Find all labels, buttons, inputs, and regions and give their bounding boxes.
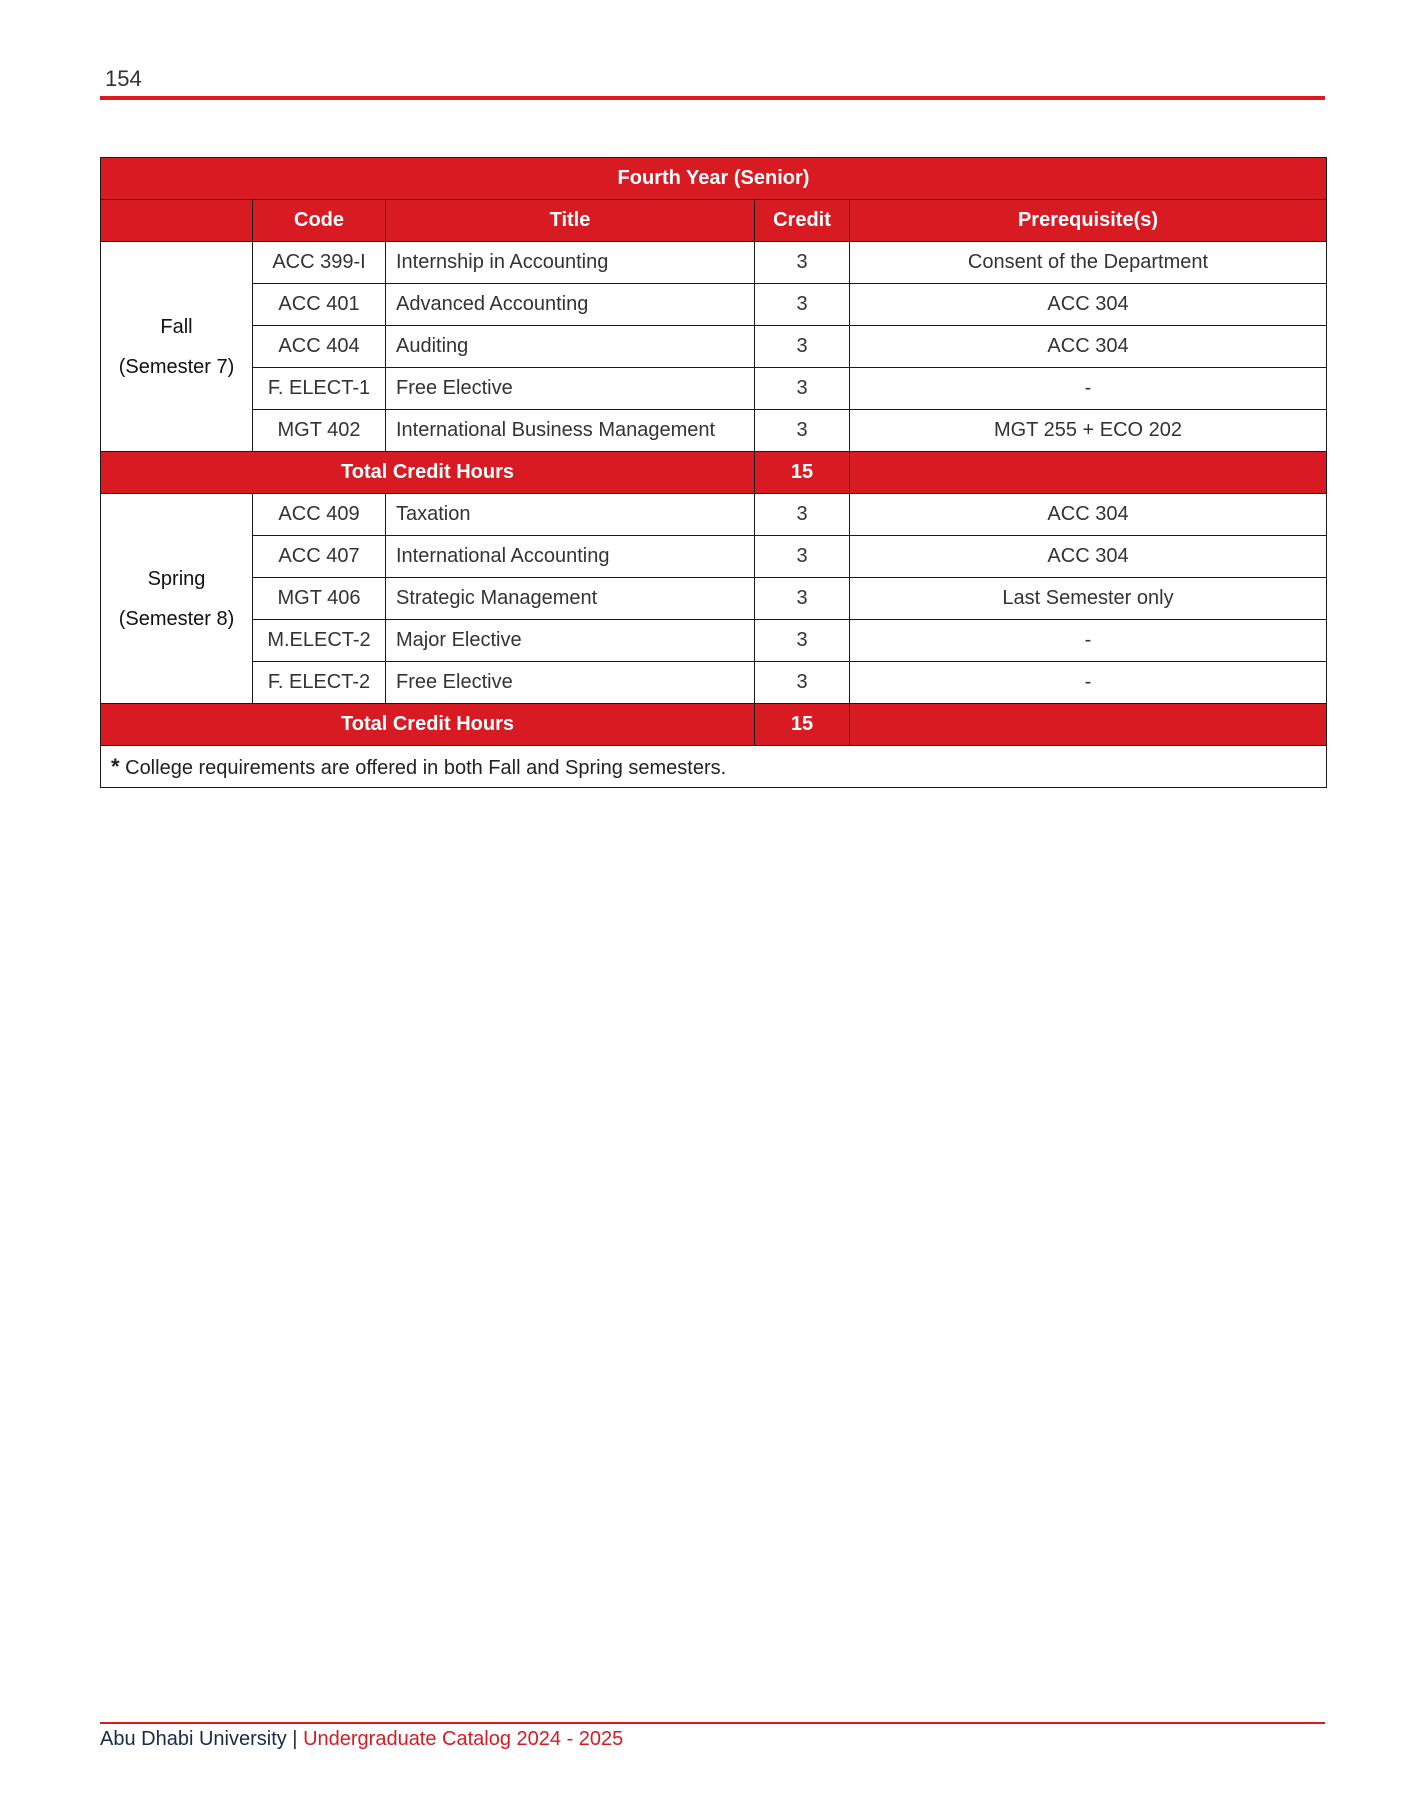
course-prereq: - bbox=[850, 620, 1327, 662]
curriculum-table bbox=[100, 157, 1327, 788]
course-code: F. ELECT-1 bbox=[253, 368, 386, 410]
course-title: Free Elective bbox=[386, 662, 755, 704]
table-row bbox=[101, 662, 1327, 704]
course-credit: 3 bbox=[755, 662, 850, 704]
spring-total-blank bbox=[850, 704, 1327, 746]
header-prereq: Prerequisite(s) bbox=[850, 200, 1327, 242]
course-credit: 3 bbox=[755, 326, 850, 368]
footer-separator: | bbox=[286, 1728, 304, 1750]
semester-fall bbox=[101, 242, 253, 452]
course-code: ACC 401 bbox=[253, 284, 386, 326]
note-marker: * bbox=[111, 753, 120, 779]
table-row bbox=[101, 578, 1327, 620]
table-header-row bbox=[101, 200, 1327, 242]
header-credit: Credit bbox=[755, 200, 850, 242]
course-code: ACC 399-I bbox=[253, 242, 386, 284]
course-credit: 3 bbox=[755, 284, 850, 326]
course-credit: 3 bbox=[755, 410, 850, 452]
course-prereq: Last Semester only bbox=[850, 578, 1327, 620]
table-row bbox=[101, 368, 1327, 410]
course-code: ACC 404 bbox=[253, 326, 386, 368]
course-prereq: - bbox=[850, 662, 1327, 704]
course-title: Taxation bbox=[386, 494, 755, 536]
course-code: ACC 407 bbox=[253, 536, 386, 578]
semester-spring-name: Spring bbox=[147, 567, 206, 590]
header-rule bbox=[100, 96, 1325, 100]
course-title: Strategic Management bbox=[386, 578, 755, 620]
course-title: International Business Management bbox=[386, 410, 755, 452]
course-prereq: ACC 304 bbox=[850, 326, 1327, 368]
course-prereq: ACC 304 bbox=[850, 284, 1327, 326]
table-title-row bbox=[101, 158, 1327, 200]
table-row bbox=[101, 620, 1327, 662]
footer-catalog: Undergraduate Catalog 2024 - 2025 bbox=[303, 1728, 624, 1750]
course-code: M.ELECT-2 bbox=[253, 620, 386, 662]
note-row bbox=[101, 746, 1327, 788]
course-code: F. ELECT-2 bbox=[253, 662, 386, 704]
course-title: Major Elective bbox=[386, 620, 755, 662]
course-title: Internship in Accounting bbox=[386, 242, 755, 284]
course-credit: 3 bbox=[755, 494, 850, 536]
footer bbox=[100, 1728, 623, 1751]
course-prereq: ACC 304 bbox=[850, 536, 1327, 578]
course-title: Advanced Accounting bbox=[386, 284, 755, 326]
course-title: Auditing bbox=[386, 326, 755, 368]
semester-spring-number: (Semester 8) bbox=[118, 607, 235, 630]
fall-total-blank bbox=[850, 452, 1327, 494]
course-code: MGT 406 bbox=[253, 578, 386, 620]
course-title: Free Elective bbox=[386, 368, 755, 410]
course-credit: 3 bbox=[755, 368, 850, 410]
course-credit: 3 bbox=[755, 242, 850, 284]
table-row bbox=[101, 326, 1327, 368]
course-title: International Accounting bbox=[386, 536, 755, 578]
course-credit: 3 bbox=[755, 620, 850, 662]
page-number: 154 bbox=[105, 66, 142, 91]
fall-total-value: 15 bbox=[755, 452, 850, 494]
course-credit: 3 bbox=[755, 536, 850, 578]
table-note bbox=[101, 746, 1327, 788]
fall-total-row bbox=[101, 452, 1327, 494]
course-code: ACC 409 bbox=[253, 494, 386, 536]
footer-university: Abu Dhabi University bbox=[100, 1728, 287, 1750]
course-prereq: ACC 304 bbox=[850, 494, 1327, 536]
header-title: Title bbox=[386, 200, 755, 242]
spring-total-label: Total Credit Hours bbox=[101, 704, 755, 746]
fall-total-label: Total Credit Hours bbox=[101, 452, 755, 494]
course-code: MGT 402 bbox=[253, 410, 386, 452]
spring-total-row bbox=[101, 704, 1327, 746]
table-row bbox=[101, 410, 1327, 452]
note-text: College requirements are offered in both Fall and Spring semesters. bbox=[119, 756, 727, 779]
spring-total-value: 15 bbox=[755, 704, 850, 746]
course-prereq: MGT 255 + ECO 202 bbox=[850, 410, 1327, 452]
table-row bbox=[101, 536, 1327, 578]
table-title: Fourth Year (Senior) bbox=[101, 158, 1327, 200]
course-prereq: - bbox=[850, 368, 1327, 410]
header-code: Code bbox=[253, 200, 386, 242]
table-row bbox=[101, 494, 1327, 536]
semester-fall-name: Fall bbox=[160, 315, 193, 338]
semester-spring bbox=[101, 494, 253, 704]
table-row bbox=[101, 284, 1327, 326]
footer-rule bbox=[100, 1722, 1325, 1724]
course-credit: 3 bbox=[755, 578, 850, 620]
semester-fall-number: (Semester 7) bbox=[118, 355, 235, 378]
header-semester bbox=[101, 200, 253, 242]
course-prereq: Consent of the Department bbox=[850, 242, 1327, 284]
table-row bbox=[101, 242, 1327, 284]
